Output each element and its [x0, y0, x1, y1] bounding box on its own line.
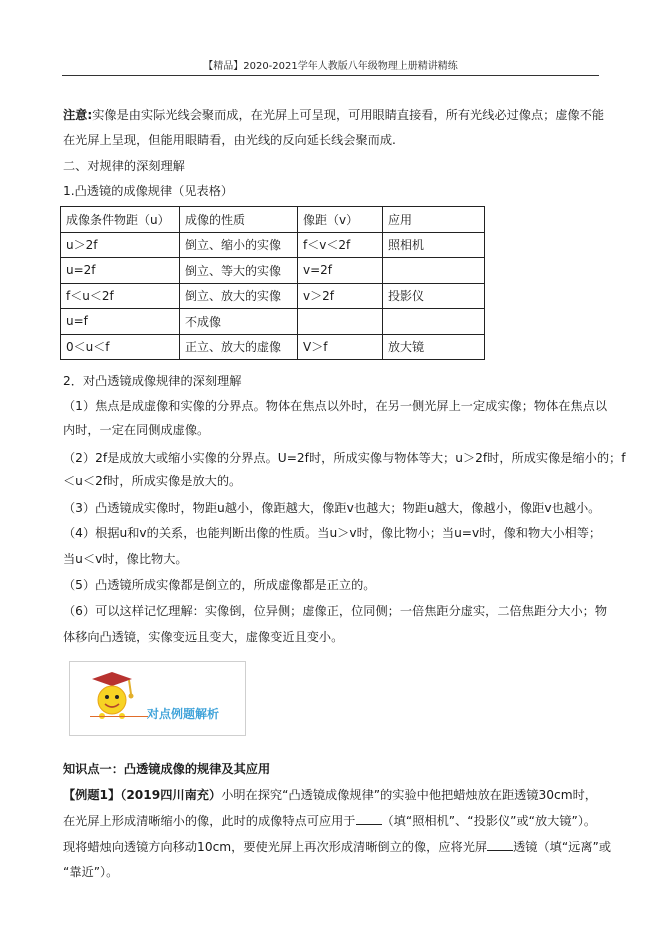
- rule-line-1: （1）焦点是成虚像和实像的分界点。物体在焦点以外时，在另一侧光屏上一定成实像；物体在焦点以: [63, 399, 608, 413]
- table-cell: f＜u＜2f: [61, 283, 180, 309]
- table-cell: 0＜u＜f: [61, 334, 180, 360]
- example-line-3: [63, 835, 612, 860]
- subsection-heading-2: 2．对凸透镜成像规律的深刻理解: [63, 374, 242, 388]
- table-row: [61, 258, 485, 284]
- table-cell: 不成像: [180, 309, 298, 335]
- example-text-3a: 现将蜡烛向透镜方向移动10cm，要使光屏上再次形成清晰倒立的像，应将光屏: [63, 840, 488, 854]
- note-label: 注意:: [63, 108, 93, 122]
- table-header-cell: 像距（v）: [298, 207, 383, 233]
- rule-line-3: （2）2f是成放大或缩小实像的分界点。U=2f时，所成实像与物体等大；u＞2f时，所成实像是缩小的；f: [63, 451, 626, 465]
- knowledge-point-title: 知识点一：凸透镜成像的规律及其应用: [63, 762, 271, 776]
- rule-line-8: （5）凸透镜所成实像都是倒立的，所成虚像都是正立的。: [63, 578, 376, 592]
- example-line-2: [63, 809, 603, 834]
- table-header-cell: 成像的性质: [180, 207, 298, 233]
- table-cell: 正立、放大的虚像: [180, 334, 298, 360]
- answer-blank-2[interactable]: [487, 838, 513, 851]
- example-text-3b: 透镜（填“远离”或: [513, 840, 612, 854]
- table-cell: [383, 309, 485, 335]
- note-line-1: [63, 103, 603, 128]
- table-cell: 倒立、等大的实像: [180, 258, 298, 284]
- table-cell: [298, 309, 383, 335]
- banner-underline: [90, 716, 148, 717]
- banner-title: 对点例题解析: [147, 707, 220, 721]
- table-cell: 投影仪: [383, 283, 485, 309]
- table-row: [61, 334, 485, 360]
- table-cell: [383, 258, 485, 284]
- answer-blank-1[interactable]: [356, 812, 382, 825]
- example-text-2b: （填“照相机”、“投影仪”或“放大镜”）。: [381, 814, 597, 828]
- rule-line-5: （3）凸透镜成实像时，物距u越小，像距越大，像距v也越大；物距u越大，像越小，像距v也越小。: [63, 501, 601, 515]
- table-cell: v＞2f: [298, 283, 383, 309]
- table-cell: u=2f: [61, 258, 180, 284]
- rule-line-10: 体移向凸透镜，实像变远且变大，虚像变近且变小。: [63, 630, 344, 644]
- table-header-cell: 成像条件物距（u）: [61, 207, 180, 233]
- rule-line-6: （4）根据u和v的关系，也能判断出像的性质。当u＞v时，像比物小；当u=v时，像和物大小相等；: [63, 526, 602, 540]
- imaging-rules-table: [60, 206, 485, 360]
- table-cell: u=f: [61, 309, 180, 335]
- example-tag: 【例题1】: [63, 788, 121, 802]
- header-divider: [62, 75, 599, 76]
- example-line-1: [63, 783, 603, 808]
- table-cell: 倒立、缩小的实像: [180, 232, 298, 258]
- table-header-cell: 应用: [383, 207, 485, 233]
- section-heading: 二、对规律的深刻理解: [63, 159, 185, 173]
- table-cell: 放大镜: [383, 334, 485, 360]
- table-cell: f＜v＜2f: [298, 232, 383, 258]
- table-cell: u＞2f: [61, 232, 180, 258]
- example-text-1: 小明在探究“凸透镜成像规律”的实验中他把蜡烛放在距透镜30cm时，: [221, 788, 597, 802]
- rule-line-7: 当u＜v时，像比物大。: [63, 552, 188, 566]
- rule-line-2: 内时，一定在同侧成虚像。: [63, 423, 210, 437]
- page-header: 【精品】2020-2021学年人教版八年级物理上册精讲精练: [203, 61, 458, 72]
- table-cell: 倒立、放大的实像: [180, 283, 298, 309]
- table-cell: v=2f: [298, 258, 383, 284]
- table-cell: V＞f: [298, 334, 383, 360]
- rule-line-9: （6）可以这样记忆理解：实像倒，位异侧；虚像正，位同侧；一倍焦距分虚实，二倍焦距分大小；物: [63, 604, 608, 618]
- note-line-2: 在光屏上呈现，但能用眼睛看，由光线的反向延长线会聚而成.: [63, 133, 396, 147]
- example-source: （2019四川南充）: [120, 788, 222, 802]
- example-text-2a: 在光屏上形成清晰缩小的像，此时的成像特点可应用于: [63, 814, 356, 828]
- table-header-row: [61, 207, 485, 233]
- rule-line-4: ＜u＜2f时，所成实像是放大的。: [63, 474, 242, 488]
- table-row: [61, 232, 485, 258]
- table-row: [61, 309, 485, 335]
- note-text-1: 实像是由实际光线会聚而成，在光屏上可呈现，可用眼睛直接看，所有光线必过像点；虚像不能: [92, 108, 605, 122]
- table-row: [61, 283, 485, 309]
- example-banner: [69, 661, 246, 736]
- graduate-mascot-icon: [86, 670, 148, 726]
- table-cell: 照相机: [383, 232, 485, 258]
- subsection-heading-1: 1.凸透镜的成像规律（见表格）: [63, 184, 234, 198]
- example-line-4: “靠近”）。: [63, 865, 119, 879]
